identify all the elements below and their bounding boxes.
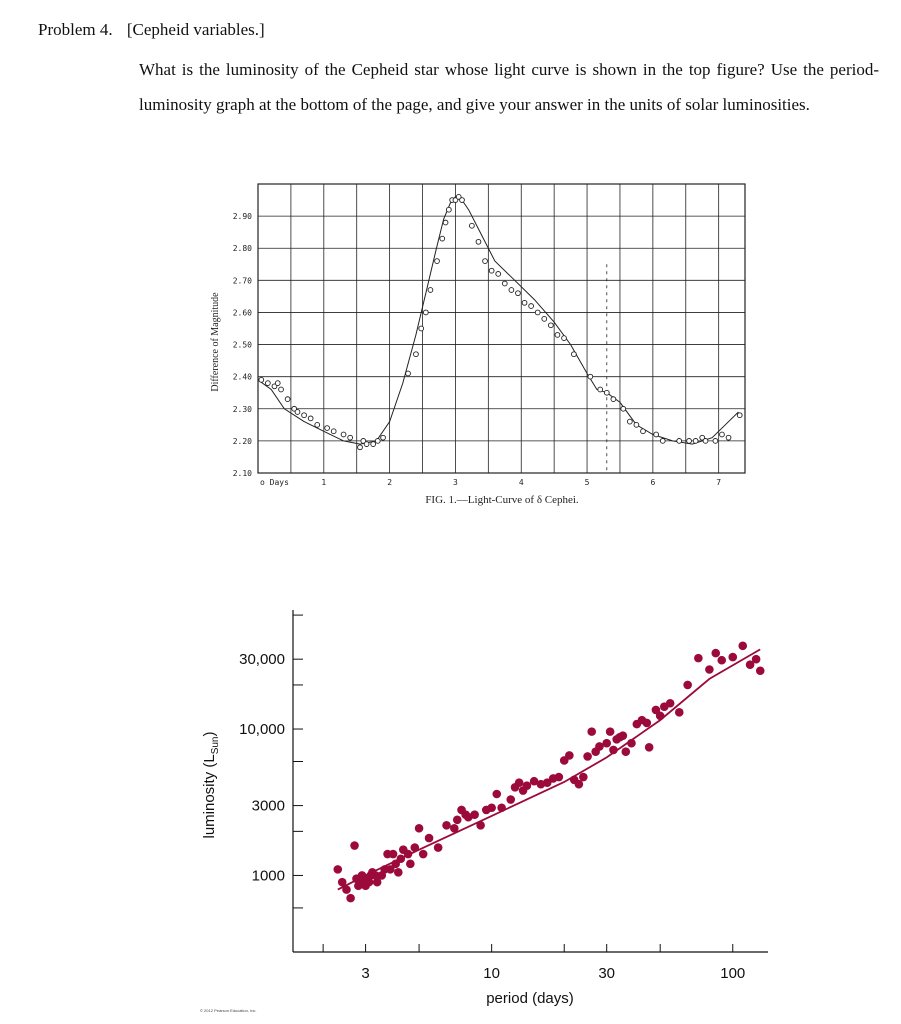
scatter-point xyxy=(565,751,574,760)
scatter-point xyxy=(389,850,398,859)
scatter-point xyxy=(506,795,515,804)
scatter-point xyxy=(555,773,564,782)
y-tick-label: 3000 xyxy=(251,797,285,815)
y-axis-label-sub: Sun xyxy=(210,736,221,755)
scatter-point xyxy=(487,803,496,812)
scatter-point xyxy=(583,752,592,761)
x-tick-label: 3 xyxy=(361,965,370,982)
scatter-point xyxy=(338,878,347,887)
scatter-point xyxy=(705,665,714,674)
light-curve-y-tick-label: 2.60 xyxy=(232,308,252,318)
scatter-point xyxy=(728,653,737,662)
scatter-point xyxy=(645,743,654,752)
problem-text: What is the luminosity of the Cepheid star whose light curve is shown in the top figure? Use the period-luminosity graph at the bottom of the page, and give your answer in the units of solar luminosities. xyxy=(139,60,879,114)
scatter-point xyxy=(404,850,413,859)
scatter-point xyxy=(621,747,630,756)
copyright-notice: © 2012 Pearson Education, Inc. xyxy=(200,1008,257,1013)
y-tick-label: 1000 xyxy=(251,867,285,885)
y-axis-label-close: ) xyxy=(201,731,218,737)
light-curve-y-tick-label: 2.50 xyxy=(232,340,252,350)
scatter-point xyxy=(694,654,703,663)
x-tick-label: 30 xyxy=(598,965,616,982)
light-curve-x-tick-label: 6 xyxy=(650,478,656,487)
scatter-point xyxy=(476,821,485,830)
scatter-point xyxy=(442,821,451,830)
scatter-point xyxy=(656,712,665,721)
scatter-point xyxy=(350,841,359,850)
period-luminosity-y-ticks xyxy=(239,651,285,884)
scatter-point xyxy=(492,790,501,799)
scatter-point xyxy=(619,731,628,740)
scatter-point xyxy=(606,727,615,736)
y-axis-label-main: luminosity (L xyxy=(201,754,218,839)
period-luminosity-y-axis-label xyxy=(201,732,221,839)
light-curve-caption: FIG. 1.—Light-Curve of δ Cephei. xyxy=(425,494,579,506)
fit-line-path xyxy=(338,649,760,889)
scatter-point xyxy=(683,681,692,690)
y-tick-label: 30,000 xyxy=(239,651,285,669)
scatter-point xyxy=(394,868,403,877)
light-curve-y-tick-label: 2.40 xyxy=(232,372,252,382)
scatter-point xyxy=(587,727,596,736)
light-curve-x-tick-label: 4 xyxy=(518,478,524,487)
problem-number: Problem 4. xyxy=(38,20,113,39)
scatter-point xyxy=(515,778,524,787)
scatter-point xyxy=(609,746,618,755)
scatter-point xyxy=(752,655,761,664)
scatter-point xyxy=(346,894,355,903)
period-luminosity-fit-line xyxy=(338,649,760,889)
period-luminosity-x-axis-label: period (days) xyxy=(486,990,574,1007)
scatter-point xyxy=(756,666,765,675)
scatter-point xyxy=(410,843,419,852)
scatter-point xyxy=(333,865,342,874)
scatter-point xyxy=(470,810,479,819)
light-curve-x-tick-label: 3 xyxy=(453,478,458,487)
scatter-point xyxy=(627,739,636,748)
scatter-point xyxy=(434,843,443,852)
scatter-point xyxy=(717,656,726,665)
scatter-point xyxy=(342,885,351,894)
scatter-point xyxy=(419,850,428,859)
light-curve-x-tick-label: 7 xyxy=(716,478,722,487)
scatter-point xyxy=(415,824,424,833)
light-curve-x-tick-label: 5 xyxy=(584,478,590,487)
light-curve-y-tick-label: 2.90 xyxy=(232,212,252,222)
light-curve-x-tick-label: 1 xyxy=(321,478,327,487)
light-curve-y-axis-label: Difference of Magnitude xyxy=(210,292,221,392)
scatter-point xyxy=(406,860,415,869)
scatter-point xyxy=(642,719,651,728)
period-luminosity-points xyxy=(333,642,764,903)
scatter-point xyxy=(738,642,747,651)
problem-title: [Cepheid variables.] xyxy=(126,20,265,39)
light-curve-y-tick-label: 2.30 xyxy=(232,404,252,414)
scatter-point xyxy=(666,699,675,708)
scatter-point xyxy=(711,649,720,658)
scatter-point xyxy=(453,815,462,824)
scatter-point xyxy=(450,824,459,833)
x-tick-label: 100 xyxy=(720,965,746,982)
x-tick-label: 10 xyxy=(483,965,500,982)
scatter-point xyxy=(602,739,611,748)
light-curve-y-tick-label: 2.10 xyxy=(232,469,252,478)
light-curve-x-tick-label: 2 xyxy=(387,478,393,487)
light-curve-x-tick-label: o Days xyxy=(260,478,289,487)
scatter-point xyxy=(575,780,584,789)
scatter-point xyxy=(675,708,684,717)
light-curve-y-tick-label: 2.20 xyxy=(232,436,252,446)
light-curve-y-tick-label: 2.80 xyxy=(232,244,252,254)
scatter-point xyxy=(497,803,506,812)
period-luminosity-x-ticks xyxy=(361,965,745,982)
scatter-point xyxy=(579,773,588,782)
light-curve-y-tick-label: 2.70 xyxy=(232,276,252,286)
scatter-point xyxy=(425,834,434,843)
scatter-point xyxy=(397,854,406,863)
scatter-point xyxy=(523,781,532,790)
y-tick-label: 10,000 xyxy=(239,721,285,739)
